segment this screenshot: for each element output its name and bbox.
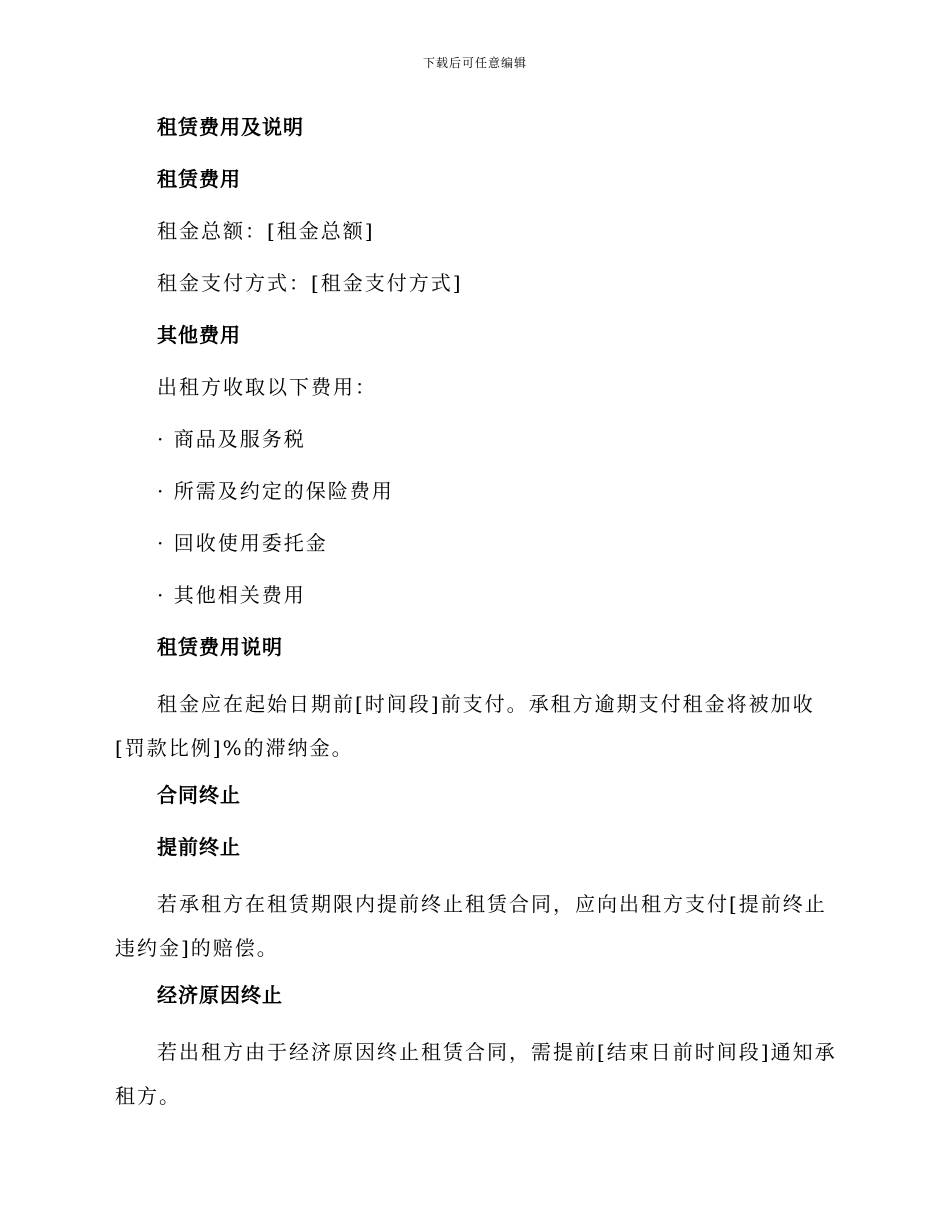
economic-termination-paragraph: 若出租方由于经济原因终止租赁合同，需提前[结束日前时间段]通知承租方。 xyxy=(115,1040,837,1108)
fee-explanation-paragraph: 租金应在起始日期前[时间段]前支付。承租方逾期支付租金将被加收[罚款比例]%的滞纳金。 xyxy=(115,692,815,760)
other-fees-heading: 其他费用 xyxy=(157,323,241,347)
early-termination-heading: 提前终止 xyxy=(157,835,241,859)
rent-heading: 租赁费用 xyxy=(157,167,241,191)
termination-heading: 合同终止 xyxy=(157,783,241,807)
rent-total-line: 租金总额：[租金总额] xyxy=(157,219,375,243)
economic-termination-heading: 经济原因终止 xyxy=(157,983,283,1007)
fee-list-item: · 商品及服务税 xyxy=(157,427,306,451)
fee-list-item: · 回收使用委托金 xyxy=(157,531,328,555)
fee-explanation-heading: 租赁费用说明 xyxy=(157,635,283,659)
fee-list-item: · 所需及约定的保险费用 xyxy=(157,479,394,503)
early-termination-paragraph: 若承租方在租赁期限内提前终止租赁合同，应向出租方支付[提前终止违约金]的赔偿。 xyxy=(115,892,827,960)
document-body xyxy=(115,110,840,1126)
rent-payment-line: 租金支付方式：[租金支付方式] xyxy=(157,271,463,295)
other-fees-intro: 出租方收取以下费用： xyxy=(157,375,377,399)
page-header-note: 下载后可任意编辑 xyxy=(422,56,527,70)
fee-list-item: · 其他相关费用 xyxy=(157,583,306,607)
section-title: 租赁费用及说明 xyxy=(157,115,304,139)
